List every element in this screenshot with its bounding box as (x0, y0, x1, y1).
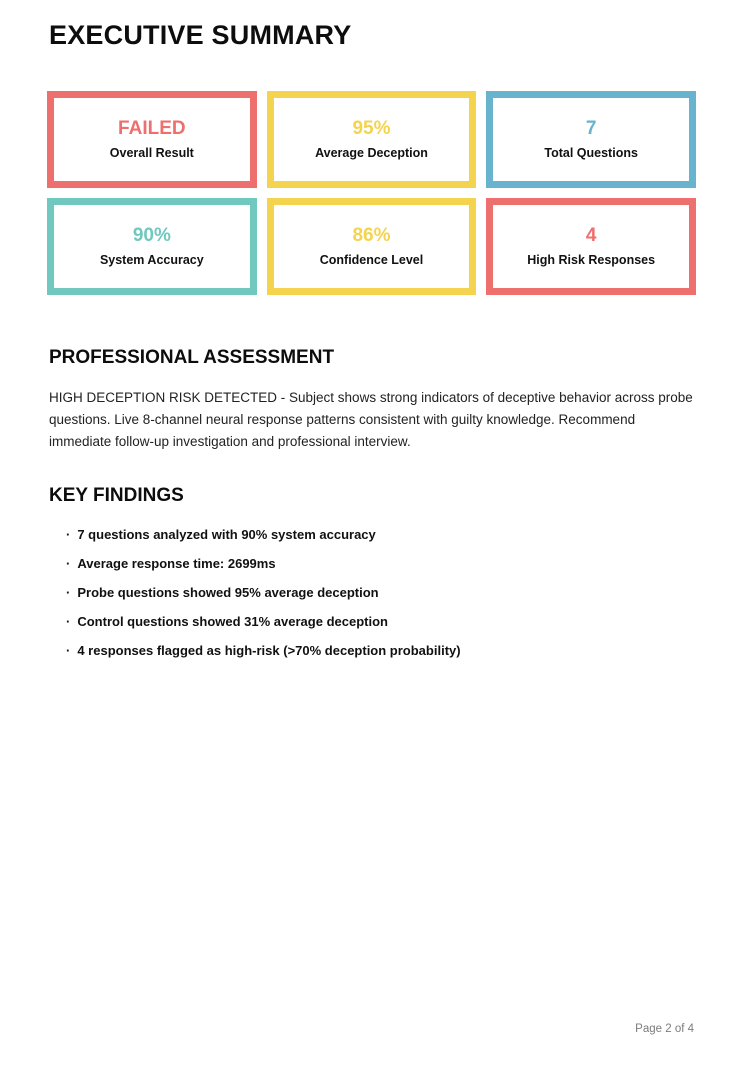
stat-card-system-accuracy (47, 198, 257, 295)
stat-value: FAILED (118, 118, 186, 140)
stat-card-total-questions (486, 91, 696, 188)
stat-label: System Accuracy (99, 253, 204, 268)
bullet-icon: · (66, 643, 71, 658)
stat-label: Overall Result (109, 146, 194, 161)
stat-value: 86% (352, 225, 391, 247)
finding-item (66, 585, 696, 601)
finding-item (66, 643, 696, 659)
finding-text: 7 questions analyzed with 90% system accuracy (77, 527, 376, 542)
finding-text: Probe questions showed 95% average deception (77, 585, 379, 600)
stat-value: 7 (585, 118, 597, 140)
stat-card-high-risk-responses (486, 198, 696, 295)
stat-label: Average Deception (315, 146, 428, 161)
stat-value: 4 (585, 225, 597, 247)
bullet-icon: · (66, 585, 71, 600)
report-page (0, 22, 743, 1066)
finding-text: Control questions showed 31% average deception (77, 614, 388, 629)
assessment-body: HIGH DECEPTION RISK DETECTED - Subject shows strong indicators of deceptive behavior across probe questions. Live 8-channel neural response patterns consistent with guilty knowledge. Recommend immediate follow-up investigation and professional interview. (49, 390, 693, 449)
stat-label: High Risk Responses (527, 253, 656, 268)
assessment-heading: PROFESSIONAL ASSESSMENT (49, 347, 335, 368)
findings-heading: KEY FINDINGS (49, 485, 184, 506)
bullet-icon: · (66, 614, 71, 629)
stat-value: 90% (132, 225, 171, 247)
stat-value: 95% (352, 118, 391, 140)
stat-label: Confidence Level (319, 253, 424, 268)
stat-card-average-deception (267, 91, 477, 188)
finding-text: 4 responses flagged as high-risk (>70% deception probability) (77, 643, 461, 658)
finding-item (66, 527, 696, 543)
bullet-icon: · (66, 556, 71, 571)
finding-text: Average response time: 2699ms (77, 556, 276, 571)
stat-label: Total Questions (544, 146, 638, 161)
finding-item (66, 614, 696, 630)
page-title: EXECUTIVE SUMMARY (49, 20, 352, 50)
stat-card-confidence-level (267, 198, 477, 295)
stat-card-grid (47, 91, 696, 295)
page-number: Page 2 of 4 (635, 1023, 694, 1035)
stat-card-overall-result (47, 91, 257, 188)
finding-item (66, 556, 696, 572)
findings-list (47, 527, 696, 659)
bullet-icon: · (66, 527, 71, 542)
